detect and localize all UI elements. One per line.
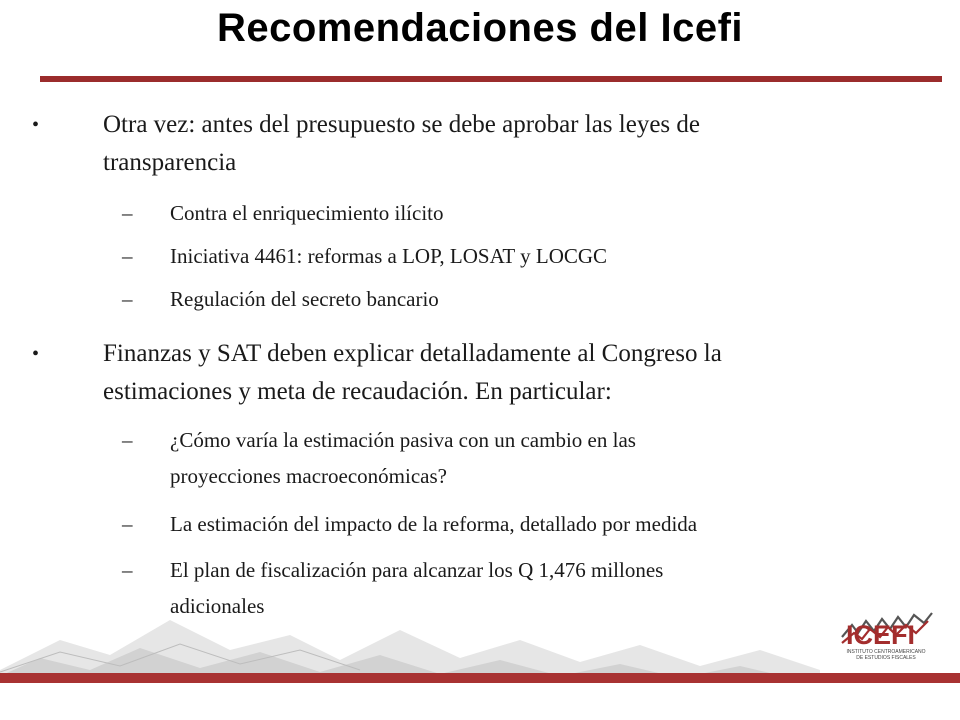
bullet-text-line: transparencia [103, 149, 237, 176]
icefi-logo-subtitle: INSTITUTO CENTROAMERICANO DE ESTUDIOS FISCALES [846, 649, 926, 661]
bullet-text-line: Otra vez: antes del presupuesto se debe aprobar las leyes de [103, 111, 700, 138]
subitem-text: Iniciativa 4461: reformas a LOP, LOSAT y LOCGC [170, 244, 608, 268]
mountain-decoration [0, 600, 960, 680]
title-divider [40, 76, 942, 82]
dash-marker: – [122, 428, 133, 452]
icefi-logo-text: ICEFI [846, 620, 916, 650]
footer-bar [0, 673, 960, 683]
dash-marker: – [122, 512, 133, 536]
subitem-text: El plan de fiscalización para alcanzar los Q 1,476 millones [170, 558, 664, 582]
subitem-text: Contra el enriquecimiento ilícito [170, 201, 444, 225]
bullet-text-line: Finanzas y SAT deben explicar detalladamente al Congreso la [103, 340, 722, 367]
dash-marker: – [122, 244, 133, 268]
subitem-text: adicionales [170, 594, 265, 618]
bullet-text-line: estimaciones y meta de recaudación. En particular: [103, 378, 612, 405]
dash-marker: – [122, 558, 133, 582]
dash-marker: – [122, 201, 133, 225]
subitem-text: proyecciones macroeconómicas? [170, 464, 447, 488]
subitem-text: La estimación del impacto de la reforma, detallado por medida [170, 512, 698, 536]
dash-marker: – [122, 287, 133, 311]
slide-title: Recomendaciones del Icefi [216, 6, 743, 50]
subitem-text: Regulación del secreto bancario [170, 287, 439, 311]
subitem-text: ¿Cómo varía la estimación pasiva con un cambio en las [170, 428, 636, 452]
bullet-marker: • [32, 343, 40, 365]
bullet-marker: • [32, 114, 40, 136]
